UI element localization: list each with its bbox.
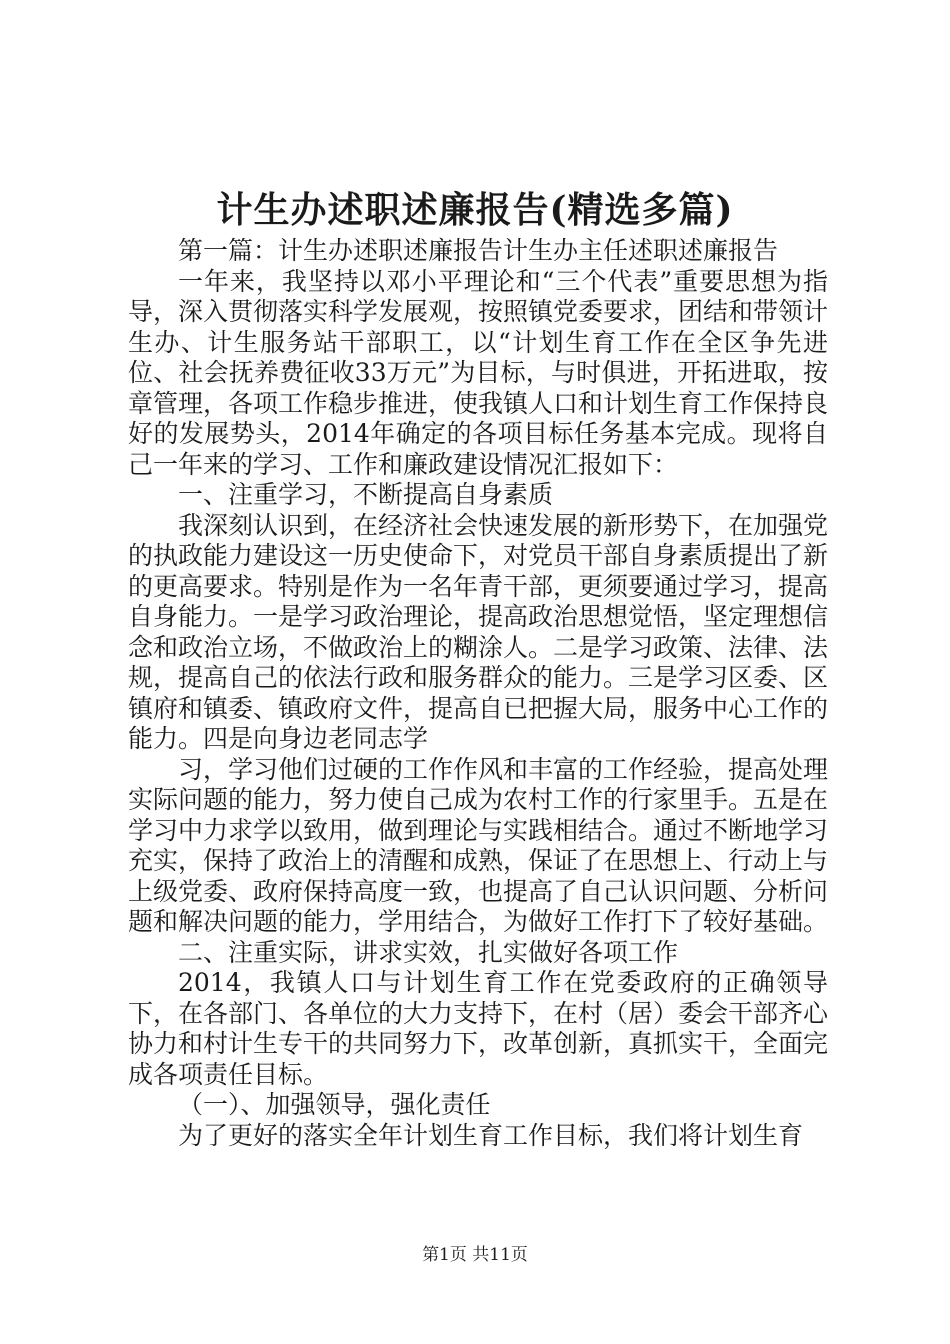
- paragraph-subheading-2: 二、注重实际，讲求实效，扎实做好各项工作: [178, 937, 679, 967]
- paragraph-study: 我深刻认识到，在经济社会快速发展的新形势下，在加强党的执政能力建设这一历史使命下，对党员干部自身素质提出了新的更高要求。特别是作为一名年青干部，更须要通过学习，提高自身能力。一是学习政治理论，提高政治思想觉悟，坚定理想信念和政治立场，不做政治上的糊涂人。二是学习政策、法律、法规，提高自己的依法行政和服务群众的能力。三是学习区委、区镇府和镇委、镇政府文件，提高自已把握大局，服务中心工作的能力。四是向身边老同志学: [128, 510, 829, 753]
- paragraph-work: 2014，我镇人口与计划生育工作在党委政府的正确领导下，在各部门、各单位的大力支持下，在村（居）委会干部齐心协力和村计生专干的共同努力下，改革创新，真抓实干，全面完成各项责任目标。: [128, 968, 829, 1089]
- paragraph-section-heading: 第一篇：计生办述职述廉报告计生办主任述职述廉报告: [178, 236, 779, 265]
- paragraph-subheading-1: 一、注重学习，不断提高自身素质: [178, 480, 554, 509]
- document-title: 计生办述职述廉报告(精选多篇): [216, 189, 734, 231]
- paragraph-intro: 一年来，我坚持以邓小平理论和“三个代表”重要思想为指导，深入贯彻落实科学发展观，按照镇党委要求，团结和带领计生办、计生服务站干部职工，以“计划生育工作在全区争先进位、社会抚养费征收33万元”为目标，与时俱进，开拓进取，按章管理，各项工作稳步推进，使我镇人口和计划生育工作保持良好的发展势头，2014年确定的各项目标任务基本完成。现将自己一年来的学习、工作和廉政建设情况汇报如下：: [128, 266, 829, 479]
- paragraph-study-continued: 习，学习他们过硬的工作作风和丰富的工作经验，提高处理实际问题的能力，努力使自己成为农村工作的行家里手。五是在学习中力求学以致用，做到理论与实践相结合。通过不断地学习充实，保持了政治上的清醒和成熟，保证了在思想上、行动上与上级党委、政府保持高度一致，也提高了自己认识问题、分析问题和解决问题的能力，学用结合，为做好工作打下了较好基础。: [128, 754, 829, 936]
- document-body: [128, 236, 828, 1151]
- paragraph-leadership: 为了更好的落实全年计划生育工作目标，我们将计划生育: [178, 1120, 804, 1150]
- page-footer: 第1页 共11页: [422, 1245, 528, 1265]
- paragraph-subheading-2-1: （一）、加强领导，强化责任: [178, 1090, 491, 1119]
